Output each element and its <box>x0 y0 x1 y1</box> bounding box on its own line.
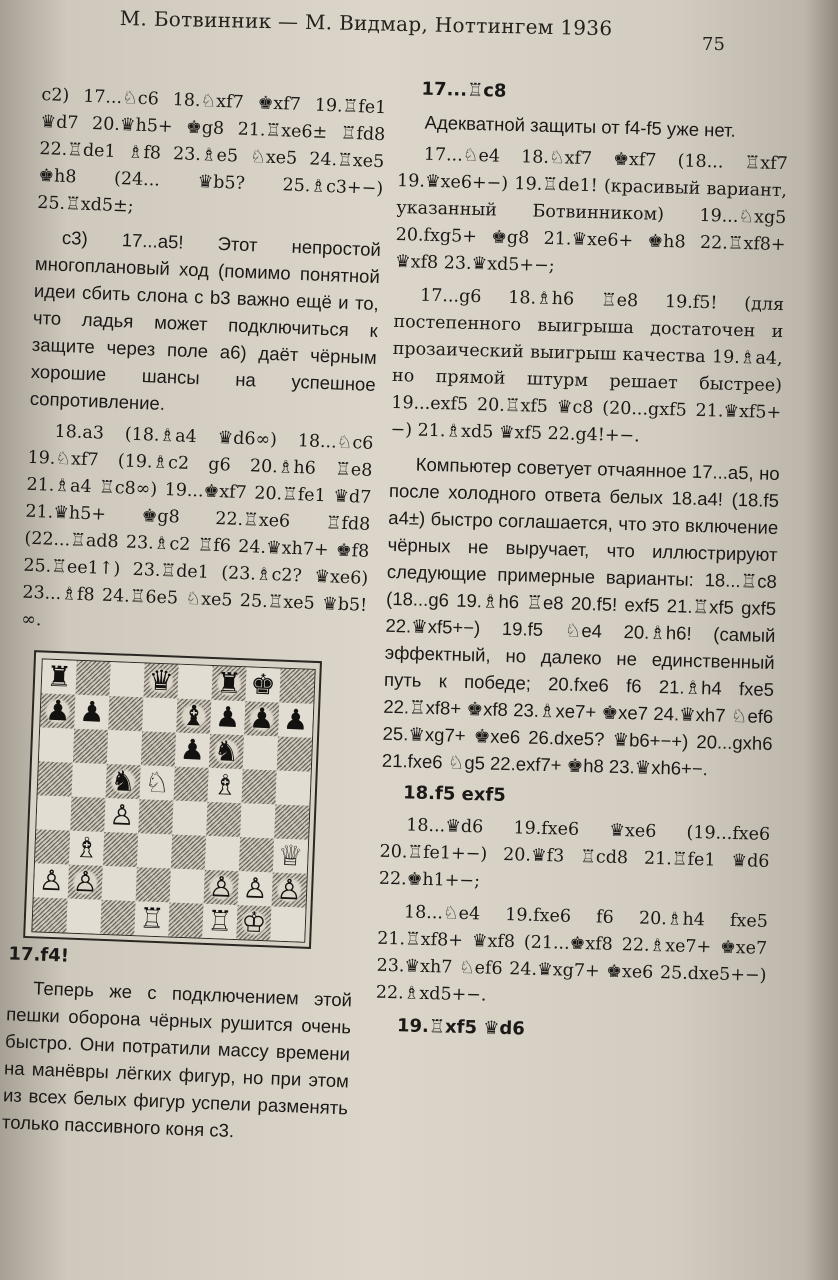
move-heading-19rxf5: 19.♖xf5 ♛d6 <box>396 1015 526 1040</box>
chess-piece: ♝ <box>180 698 207 733</box>
square-d7 <box>142 697 177 732</box>
square-c1 <box>100 900 135 935</box>
square-c3 <box>103 832 138 867</box>
square-d6 <box>141 731 176 766</box>
square-h7 <box>278 703 313 738</box>
square-f3 <box>205 836 240 871</box>
left-column <box>1 82 386 1154</box>
variation-17ne4: 17...♘e4 18.♘xf7 ♚xf7 (18... ♖xf7 19.♛xe6+−) 19.♖de1! (красивый вариант, указанный Ботвинником) 19...♘xg5 20.fxg5+ ♚g8 21.♛xe6+ ♚h8 22.♖xf8+ ♛xf8 23.♛xd5+−; <box>394 144 788 277</box>
square-h3 <box>273 838 308 873</box>
square-g4 <box>240 803 275 838</box>
square-d3 <box>137 833 172 868</box>
chess-piece: ♗ <box>73 830 100 865</box>
square-d5 <box>140 765 175 800</box>
square-a3 <box>35 829 70 864</box>
square-c2 <box>102 866 137 901</box>
chess-piece: ♟ <box>214 700 241 735</box>
square-f1 <box>202 904 237 939</box>
square-c7 <box>108 696 143 731</box>
square-g8 <box>245 667 280 702</box>
square-h5 <box>275 771 310 806</box>
square-f4 <box>206 802 241 837</box>
square-e5 <box>174 767 209 802</box>
square-f5 <box>207 768 242 803</box>
variation-c3: c3) 17...a5! Этот непростой многоплановый ход (помимо понятной идеи сбить слона с b3 важно ещё и то, что ладья может подключиться к защите через поле a6) даёт чёрным хорошие шансы на успешное сопротивление. <box>29 226 382 414</box>
square-g7 <box>244 701 279 736</box>
page-number: 75 <box>702 34 725 55</box>
square-h8 <box>279 669 314 704</box>
square-a7 <box>40 693 75 728</box>
running-head: М. Ботвинник — М. Видмар, Ноттингем 1936 <box>119 6 613 41</box>
square-d1 <box>134 901 169 936</box>
square-g5 <box>241 769 276 804</box>
chess-piece: ♖ <box>206 903 234 938</box>
square-a1 <box>32 897 67 932</box>
chess-piece: ♟ <box>248 701 275 736</box>
chess-piece: ♟ <box>179 732 206 767</box>
square-g1 <box>236 905 271 940</box>
chess-piece: ♙ <box>275 872 303 907</box>
square-c4 <box>104 798 139 833</box>
computer-analysis: Компьютер советует отчаянное 17...a5, но после холодного ответа белых 18.a4! (18.f5 a4±) быстро соглашается, что это включение чёрных не выручает, что иллюстрируют следующие примерные варианты: 18...♖c8 (18...g6 19.♗h6 ♖e8 20.f5! exf5 21.♖xf5 gxf5 22.♛xf5+−) 19.f5 ♘e4 20.♗h6! (самый эффектный, но далеко не единственный путь к победе; 20.fxe6 f6 21.♗h4 fxe5 22.♖xf8+ ♚xf8 23.♗xe7+ ♚xe7 24.♛xh7 ♘ef6 25.♛xg7+ ♚xe6 26.dxe5? ♛b6+−+) 20...gxh6 21.fxe6 ♘g5 22.exf7+ ♚h8 23.♛xh6+−. <box>381 453 780 780</box>
move-heading-17f4: 17.f4! <box>8 943 70 967</box>
square-a8 <box>42 659 77 694</box>
variation-17g6: 17...g6 18.♗h6 ♖e8 19.f5! (для постепенного выигрыша достаточен и прозаический выигрыш качества 19.♗a4, но прямой штурм решает быстрее) 19...exf5 20.♖xf5 ♛c8 (20...gxf5 21.♛xf5+−) 21.♗xd5 ♛xf5 22.g4!+−. <box>390 285 785 447</box>
square-f8 <box>211 666 246 701</box>
square-e8 <box>177 665 212 700</box>
square-h4 <box>274 804 309 839</box>
square-b8 <box>76 661 111 696</box>
move-heading-17rc8: 17...♖c8 <box>421 78 507 102</box>
chess-piece: ♗ <box>211 768 239 803</box>
right-column <box>375 72 790 1055</box>
square-h6 <box>277 737 312 772</box>
square-b4 <box>70 797 105 832</box>
square-b2 <box>68 865 103 900</box>
chess-piece: ♙ <box>72 864 99 899</box>
chess-piece: ♟ <box>282 702 309 737</box>
square-e7 <box>176 699 211 734</box>
commentary-17rc8: Адекватной защиты от f4-f5 уже нет. <box>424 111 736 141</box>
chess-piece: ♘ <box>144 765 171 800</box>
commentary-17f4: Теперь же с подключением этой пешки оборона чёрных рушится очень быстро. Они потратили массу времени на манёвры лёгких фигур, но при этом из всех белых фигур успели разменять только пассивного коня c3. <box>1 977 353 1142</box>
chess-piece: ♚ <box>249 667 277 702</box>
square-e4 <box>172 801 207 836</box>
square-f2 <box>204 870 239 905</box>
square-a6 <box>39 727 74 762</box>
chess-piece: ♙ <box>108 798 136 833</box>
variation-18qd6: 18...♛d6 19.fxe6 ♛xe6 (19...fxe6 20.♖fe1+−) 20.♛f3 ♖cd8 21.♖fe1 ♛d6 22.♚h1+−; <box>378 815 771 892</box>
chess-piece: ♔ <box>240 905 268 940</box>
square-f7 <box>210 700 245 735</box>
square-c5 <box>106 764 141 799</box>
chess-piece: ♕ <box>277 838 304 873</box>
square-h2 <box>272 872 307 907</box>
square-c8 <box>109 662 144 697</box>
variation-18a3: 18.a3 (18.♗a4 ♛d6∞) 18...♘c6 19.♘xf7 (19.♗c2 g6 20.♗h6 ♖e8 21.♗a4 ♖c8∞) 19...♚xf7 20.♖fe1 ♛d7 21.♛h5+ ♚g8 22.♖xe6 ♖fd8 (22...♖ad8 23.♗c2 ♖f6 24.♛xh7+ ♚f8 25.♖ee1↑) 23.♖de1 (23.♗c2? ♛xe6) 23...♗f8 24.♖6e5 ♘xe5 25.♖xe5 ♛b5!∞. <box>20 421 374 631</box>
chess-piece: ♞ <box>110 764 137 799</box>
square-g2 <box>238 871 273 906</box>
square-b7 <box>74 695 109 730</box>
square-d4 <box>138 799 173 834</box>
square-e6 <box>175 733 210 768</box>
square-d2 <box>136 867 171 902</box>
move-heading-18f5: 18.f5 exf5 <box>402 782 507 807</box>
square-e1 <box>168 903 203 938</box>
square-g6 <box>243 735 278 770</box>
square-f6 <box>209 734 244 769</box>
square-b1 <box>66 899 101 934</box>
square-a2 <box>34 863 69 898</box>
square-g3 <box>239 837 274 872</box>
square-h1 <box>270 906 305 941</box>
square-b6 <box>73 729 108 764</box>
square-a4 <box>36 795 71 830</box>
chess-piece: ♟ <box>78 694 106 729</box>
chess-board <box>31 658 315 942</box>
chess-diagram <box>23 650 322 949</box>
chess-piece: ♞ <box>213 734 240 769</box>
variation-c2: c2) 17...♘c6 18.♘xf7 ♚xf7 19.♖fe1 ♛d7 20.♛h5+ ♚g8 21.♖xe6± ♖fd8 22.♖de1 ♗f8 23.♗e5 ♘xe5 24.♖xe5 ♚h8 (24... ♛b5? 25.♗c3+−) 25.♖xd5±; <box>36 84 387 217</box>
square-e2 <box>170 869 205 904</box>
chess-piece: ♙ <box>242 871 269 906</box>
square-c6 <box>107 730 142 765</box>
square-a5 <box>38 761 73 796</box>
chess-piece: ♙ <box>38 863 65 898</box>
chess-piece: ♙ <box>208 870 235 904</box>
chess-piece: ♟ <box>44 693 72 728</box>
chess-piece: ♖ <box>138 901 166 936</box>
variation-18ne4: 18...♘e4 19.fxe6 f6 20.♗h4 fxe5 21.♖xf8+ ♛xf8 (21...♚xf8 22.♗xe7+ ♚xe7 23.♛xh7 ♘ef6 24.♛xg7+ ♚xe6 25.dxe5+−) 22.♗xd5+−. <box>375 902 769 1006</box>
square-e3 <box>171 835 206 870</box>
square-d8 <box>143 663 178 698</box>
square-b5 <box>72 763 107 798</box>
square-b3 <box>69 831 104 866</box>
chess-piece: ♜ <box>46 659 73 694</box>
chess-piece: ♜ <box>215 666 243 701</box>
chess-piece: ♛ <box>147 663 175 698</box>
